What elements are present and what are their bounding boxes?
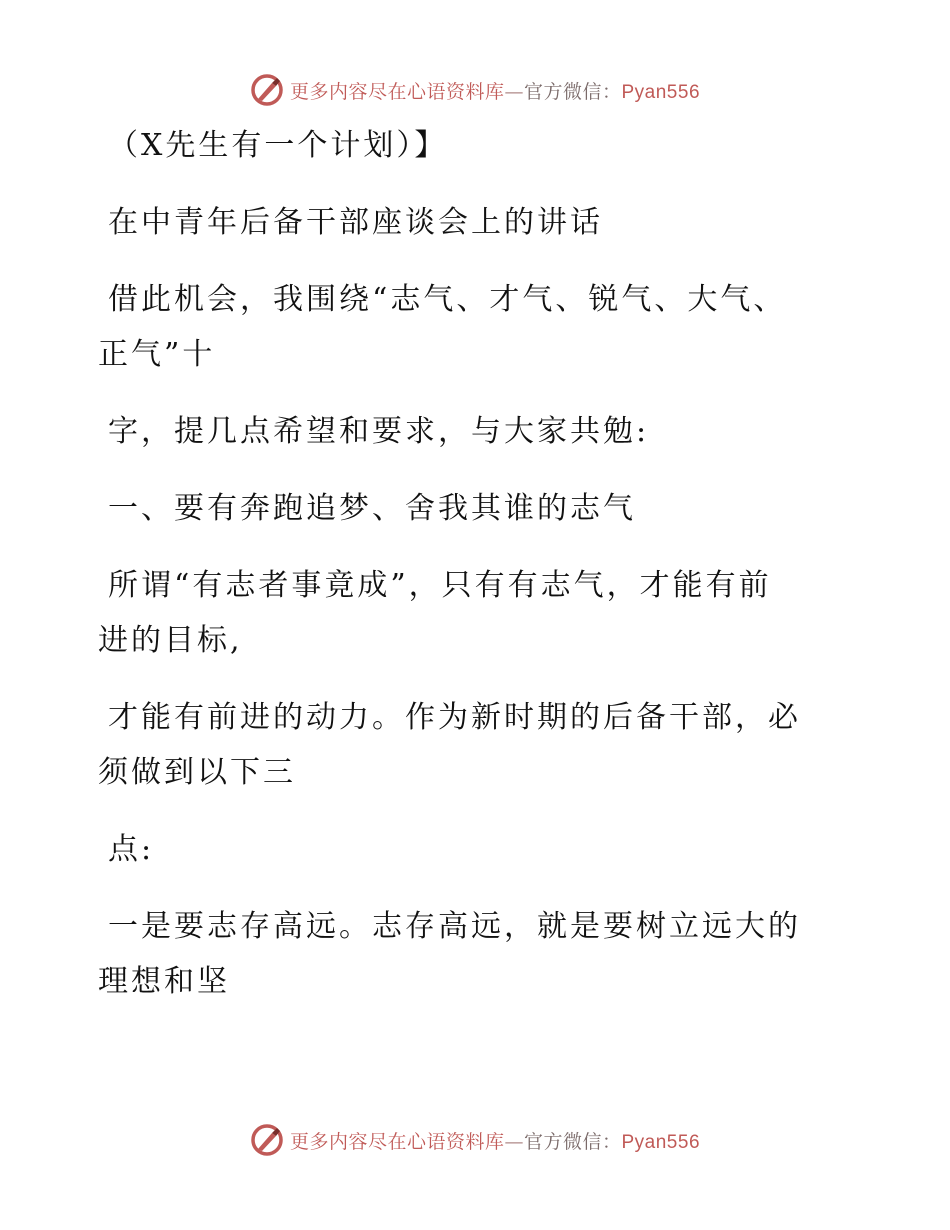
pen-circle-logo-icon [250, 73, 284, 107]
header-banner [0, 70, 950, 110]
paragraph-line: 进的目标, [98, 623, 243, 658]
paragraph-line: 所谓“有志者事竟成”，只有有志气，才能有前 [108, 568, 772, 603]
wechat-id: Pyan556 [621, 1131, 701, 1153]
paragraph-1 [98, 118, 838, 173]
paragraph-line: 正气”十 [98, 337, 216, 372]
wechat-id: Pyan556 [621, 81, 701, 103]
paragraph-line: （X先生有一个计划）】 [108, 128, 448, 163]
paragraph-4 [98, 404, 838, 459]
paragraph-line: 一、要有奔跑追梦、舍我其谁的志气 [108, 491, 636, 526]
paragraph-line: 借此机会，我围绕“志气、才气、锐气、大气、 [108, 282, 787, 317]
paragraph-8 [98, 822, 838, 877]
paragraph-line: 理想和坚 [98, 964, 230, 999]
paragraph-6 [98, 558, 838, 668]
paragraph-line: 字，提几点希望和要求，与大家共勉: [108, 414, 650, 449]
pen-circle-logo-icon [250, 1123, 284, 1157]
paragraph-line: 须做到以下三 [98, 755, 296, 790]
paragraph-line: 一是要志存高远。志存高远，就是要树立远大的 [108, 909, 801, 944]
footer-banner [0, 1120, 950, 1160]
paragraph-9 [98, 899, 838, 1009]
paragraph-3 [98, 272, 838, 382]
paragraph-2 [98, 195, 838, 250]
banner-text: 更多内容尽在心语资料库—官方微信：Pyan556 [289, 1130, 701, 1153]
paragraph-line: 点: [108, 832, 155, 867]
paragraph-line: 才能有前进的动力。作为新时期的后备干部，必 [108, 700, 801, 735]
paragraph-7 [98, 690, 838, 800]
paragraph-5 [98, 481, 838, 536]
document-body [98, 118, 838, 1031]
paragraph-line: 在中青年后备干部座谈会上的讲话 [108, 205, 603, 240]
banner-text: 更多内容尽在心语资料库—官方微信：Pyan556 [289, 80, 701, 103]
